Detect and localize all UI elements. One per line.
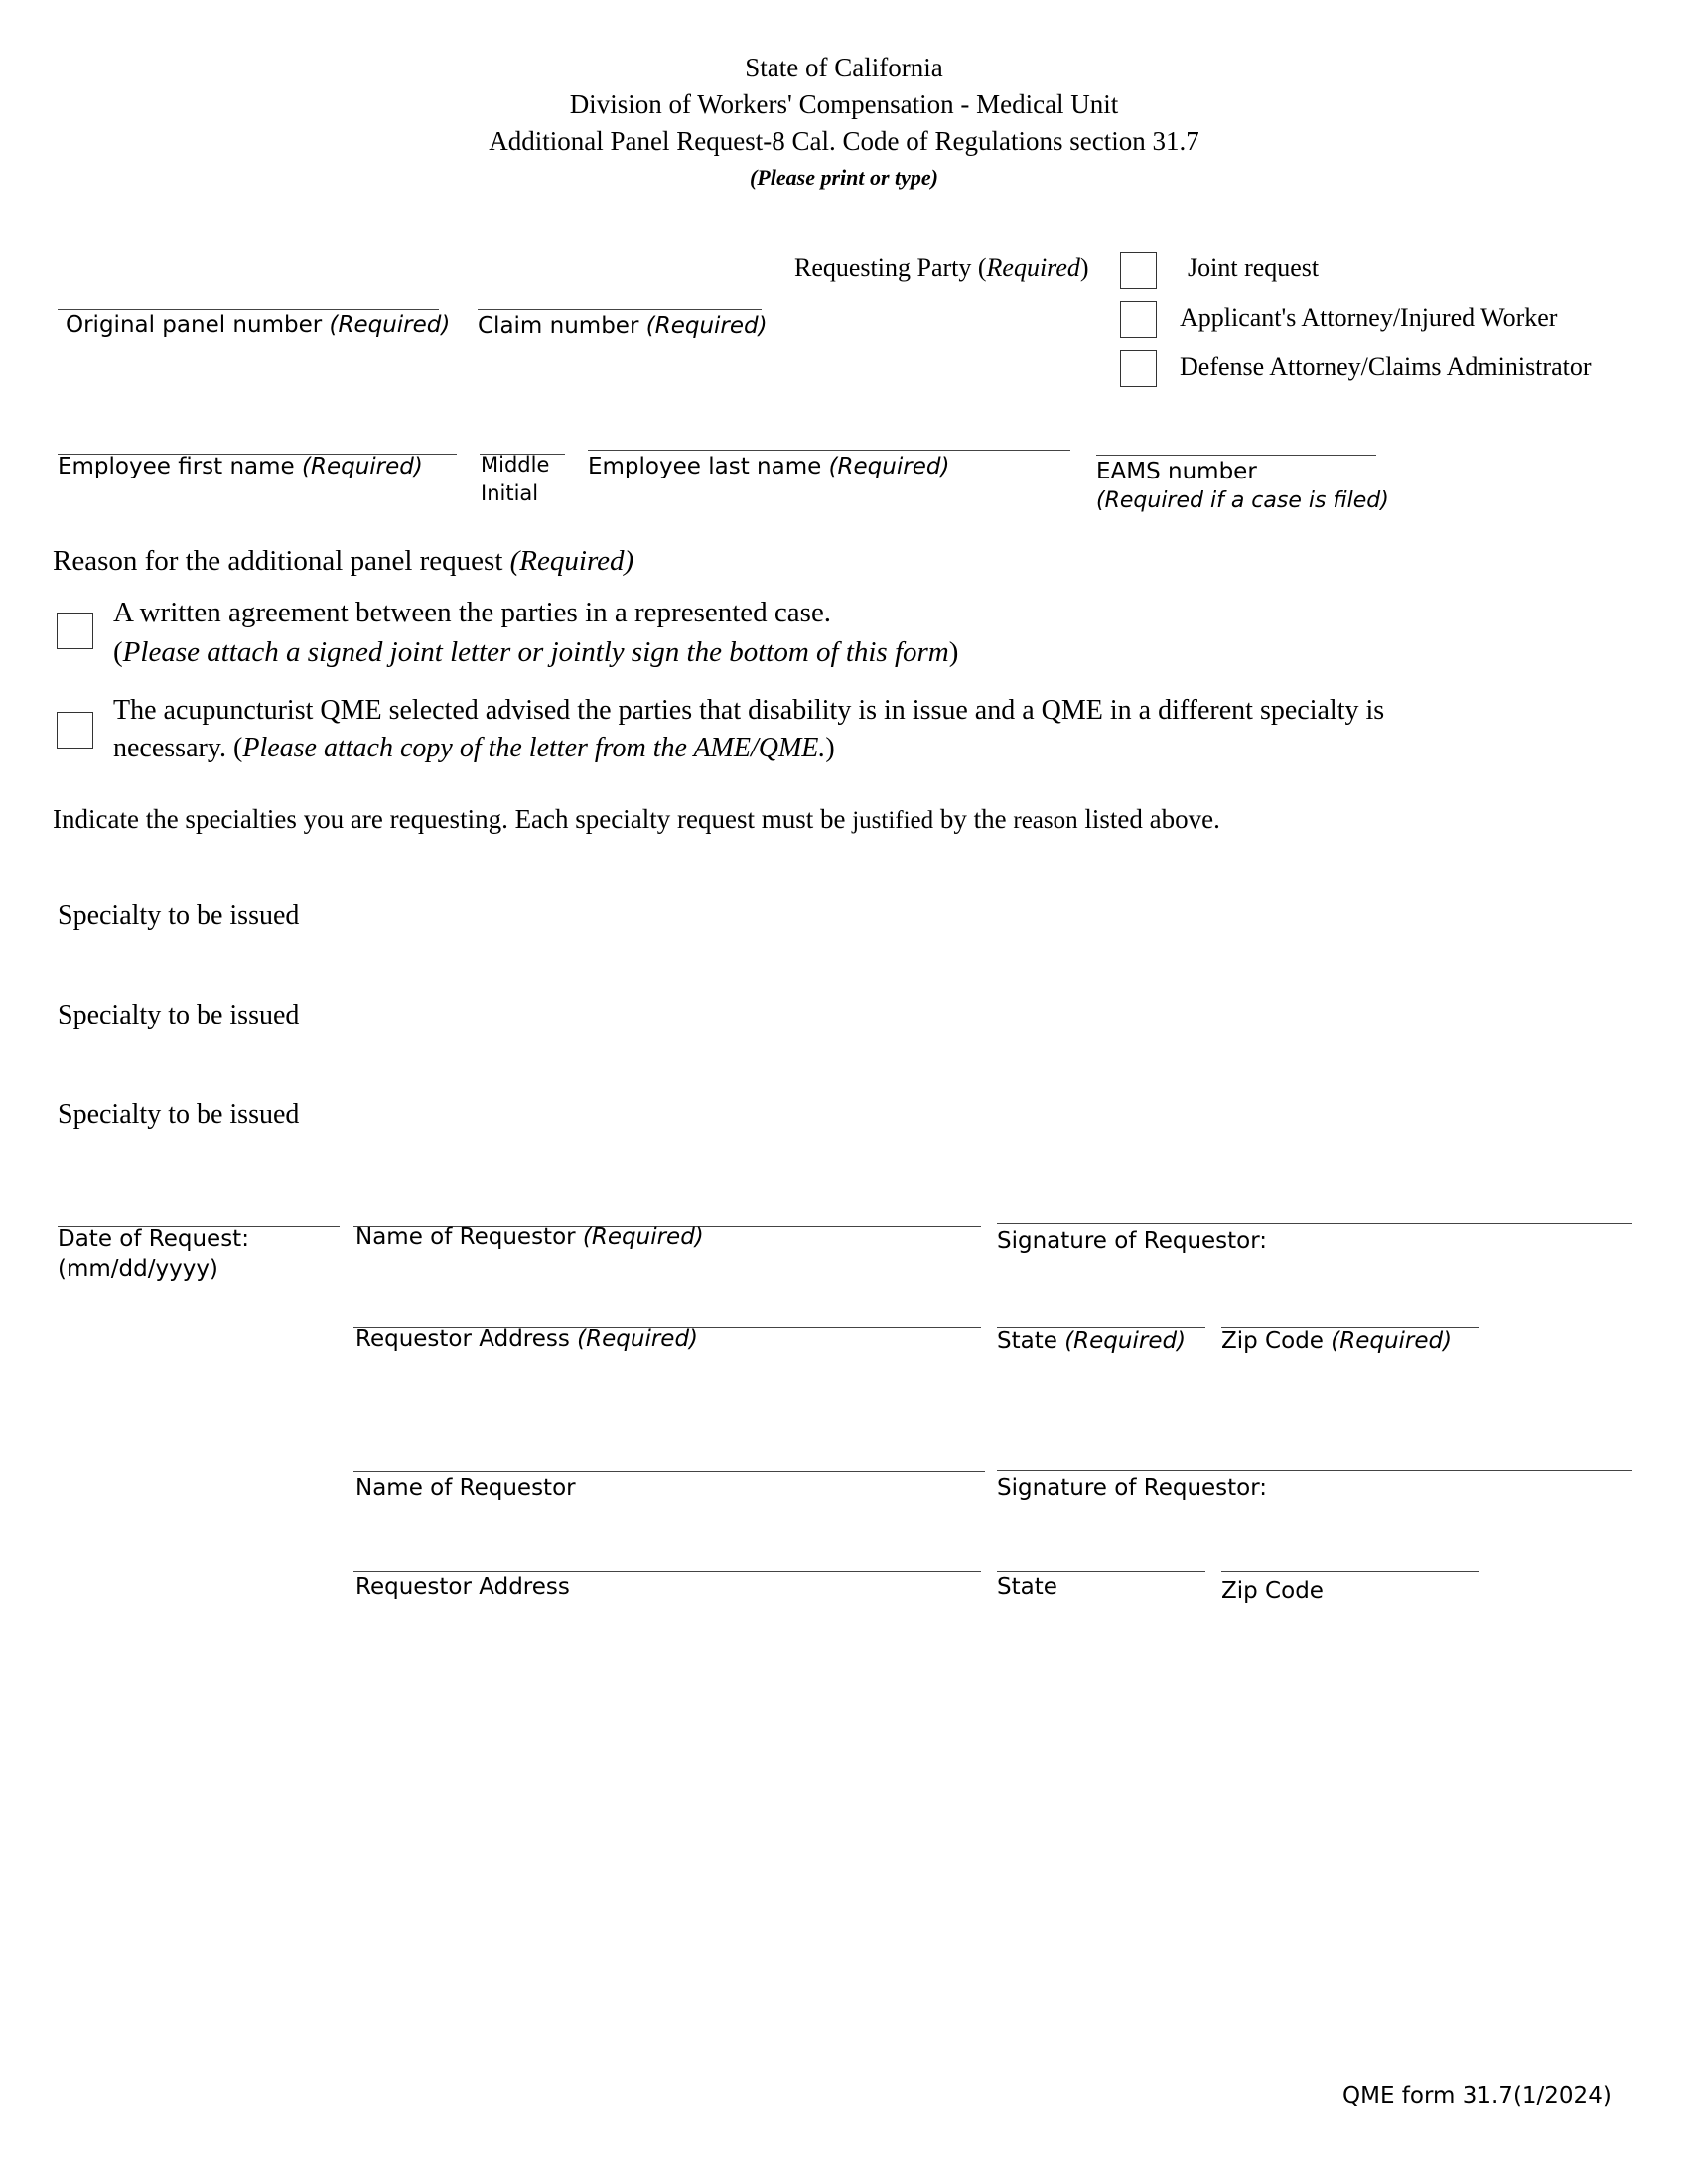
- specialty-3-label: Specialty to be issued: [58, 1099, 300, 1130]
- specialties-intro: [53, 802, 1220, 838]
- requestor1-state-label: [997, 1326, 1186, 1356]
- requestor1-address-text: Requestor Address: [355, 1326, 578, 1352]
- employee-first-name-input[interactable]: [58, 419, 461, 455]
- written-agreement-checkbox[interactable]: [57, 613, 93, 649]
- reason-required: (Required): [509, 545, 634, 577]
- applicant-attorney-checkbox[interactable]: [1120, 301, 1157, 338]
- acupuncturist-line2: [113, 730, 1384, 767]
- requestor1-address-label: [355, 1324, 698, 1354]
- acupuncturist-instruction: Please attach copy of the letter from the AME/QME.: [242, 733, 826, 763]
- requesting-party-close: ): [1079, 253, 1089, 282]
- employee-first-name-text: Employee first name: [58, 454, 303, 479]
- date-format-text: (mm/dd/yyyy): [58, 1256, 218, 1282]
- employee-last-name-underline: [588, 450, 1070, 451]
- requestor1-zip-text: Zip Code: [1221, 1328, 1332, 1354]
- requestor1-state-text: State: [997, 1328, 1065, 1354]
- original-panel-required: (Required): [329, 312, 451, 338]
- requestor1-name-label: [355, 1222, 704, 1252]
- acupuncturist-line1: The acupuncturist QME selected advised the parties that disability is in issue and a QME in a different specialty is: [113, 695, 1385, 726]
- specialties-intro-reason: reason: [1013, 807, 1078, 834]
- middle-initial-input[interactable]: [480, 419, 569, 455]
- acupuncturist-line2-start: necessary. (: [113, 733, 243, 763]
- date-of-request-label: [58, 1224, 249, 1284]
- requesting-party-label: [794, 251, 1089, 285]
- employee-last-name-text: Employee last name: [588, 454, 829, 479]
- requestor1-signature-underline: [997, 1223, 1632, 1224]
- specialties-intro-e: listed above.: [1077, 804, 1220, 834]
- employee-first-name-label: [58, 452, 423, 481]
- eams-number-label: [1096, 457, 1389, 516]
- written-agreement-close: ): [948, 636, 959, 668]
- requestor2-signature-label: Signature of Requestor:: [997, 1475, 1268, 1501]
- header-state: State of California: [745, 53, 943, 82]
- requestor2-state-input[interactable]: [997, 1537, 1209, 1572]
- reason-title-text: Reason for the additional panel request: [53, 545, 510, 577]
- requestor2-name-input[interactable]: [353, 1436, 989, 1472]
- requestor1-zip-label: [1221, 1326, 1452, 1356]
- joint-request-checkbox[interactable]: [1120, 252, 1157, 289]
- requesting-party-text: Requesting Party (: [794, 253, 987, 282]
- employee-last-name-input[interactable]: [588, 415, 1074, 451]
- applicant-attorney-label: Applicant's Attorney/Injured Worker: [1180, 303, 1558, 332]
- middle-initial-line1: Middle: [481, 453, 550, 477]
- original-panel-input[interactable]: [58, 274, 443, 310]
- requesting-party-required: Required: [986, 253, 1080, 282]
- claim-number-required: (Required): [645, 313, 768, 339]
- eams-number-text: EAMS number: [1096, 459, 1257, 484]
- requestor2-name-label: Name of Requestor: [355, 1475, 576, 1501]
- requestor1-address-input[interactable]: [353, 1293, 985, 1328]
- eams-number-input[interactable]: [1096, 420, 1380, 456]
- claim-number-input[interactable]: [478, 274, 766, 310]
- requestor1-state-input[interactable]: [997, 1293, 1209, 1328]
- header-division: Division of Workers' Compensation - Medical Unit: [569, 89, 1119, 119]
- eams-number-underline: [1096, 455, 1376, 456]
- requestor1-signature-input[interactable]: [997, 1188, 1636, 1224]
- specialties-intro-c: by the: [933, 804, 1014, 834]
- written-agreement-open: (: [113, 636, 123, 668]
- reason-title: [53, 544, 633, 578]
- specialty-1-label: Specialty to be issued: [58, 900, 300, 931]
- requestor2-name-underline: [353, 1471, 985, 1472]
- requestor2-signature-underline: [997, 1470, 1632, 1471]
- specialty-1-input[interactable]: [338, 899, 1037, 935]
- defense-attorney-label: Defense Attorney/Claims Administrator: [1180, 352, 1592, 381]
- written-agreement-line2: [113, 632, 958, 672]
- date-of-request-text: Date of Request:: [58, 1226, 249, 1252]
- employee-last-name-label: [588, 452, 949, 481]
- requestor1-zip-required: (Required): [1331, 1328, 1453, 1354]
- claim-number-underline: [478, 309, 762, 310]
- requestor2-address-input[interactable]: [353, 1537, 985, 1572]
- employee-last-name-required: (Required): [828, 454, 950, 479]
- date-of-request-input[interactable]: [58, 1191, 344, 1227]
- specialties-intro-justified: justified: [852, 807, 934, 834]
- requestor1-name-text: Name of Requestor: [355, 1224, 583, 1250]
- header-form-title: Additional Panel Request-8 Cal. Code of Regulations section 31.7: [489, 126, 1199, 156]
- form-header: [0, 50, 1688, 196]
- requestor2-zip-label: Zip Code: [1221, 1578, 1324, 1604]
- acupuncturist-close: ): [825, 733, 835, 763]
- requestor1-state-required: (Required): [1064, 1328, 1187, 1354]
- requestor1-zip-input[interactable]: [1221, 1293, 1483, 1328]
- requestor2-signature-input[interactable]: [997, 1435, 1636, 1471]
- middle-initial-line2: Initial: [481, 481, 539, 505]
- requestor2-zip-input[interactable]: [1221, 1537, 1483, 1572]
- specialties-intro-a: Indicate the specialties you are requesting. Each specialty request must be: [53, 804, 853, 834]
- joint-request-label: Joint request: [1188, 253, 1320, 282]
- defense-attorney-checkbox[interactable]: [1120, 350, 1157, 387]
- claim-number-label: [478, 311, 768, 341]
- written-agreement-text: [113, 593, 958, 672]
- written-agreement-line1: A written agreement between the parties in a represented case.: [113, 597, 832, 628]
- acupuncturist-checkbox[interactable]: [57, 712, 93, 749]
- original-panel-text: Original panel number: [66, 312, 330, 338]
- eams-number-required: (Required if a case is filed): [1096, 488, 1389, 513]
- acupuncturist-text: [113, 692, 1384, 767]
- written-agreement-instruction: Please attach a signed joint letter or jointly sign the bottom of this form: [122, 636, 949, 668]
- original-panel-label: [66, 310, 450, 340]
- requestor2-zip-underline: [1221, 1571, 1479, 1572]
- specialty-2-input[interactable]: [338, 999, 1037, 1034]
- requestor1-address-required: (Required): [577, 1326, 699, 1352]
- specialty-2-label: Specialty to be issued: [58, 1000, 300, 1030]
- specialty-3-input[interactable]: [338, 1098, 1037, 1134]
- employee-first-name-required: (Required): [302, 454, 423, 479]
- requestor2-address-label: Requestor Address: [355, 1574, 570, 1600]
- claim-number-text: Claim number: [478, 313, 646, 339]
- requestor1-signature-label: Signature of Requestor:: [997, 1228, 1268, 1254]
- header-instruction: (Please print or type): [749, 165, 939, 190]
- middle-initial-label: [481, 451, 549, 508]
- requestor1-name-required: (Required): [582, 1224, 704, 1250]
- requestor2-state-label: State: [997, 1574, 1057, 1600]
- form-id-footer: QME form 31.7(1/2024): [1342, 2083, 1612, 2109]
